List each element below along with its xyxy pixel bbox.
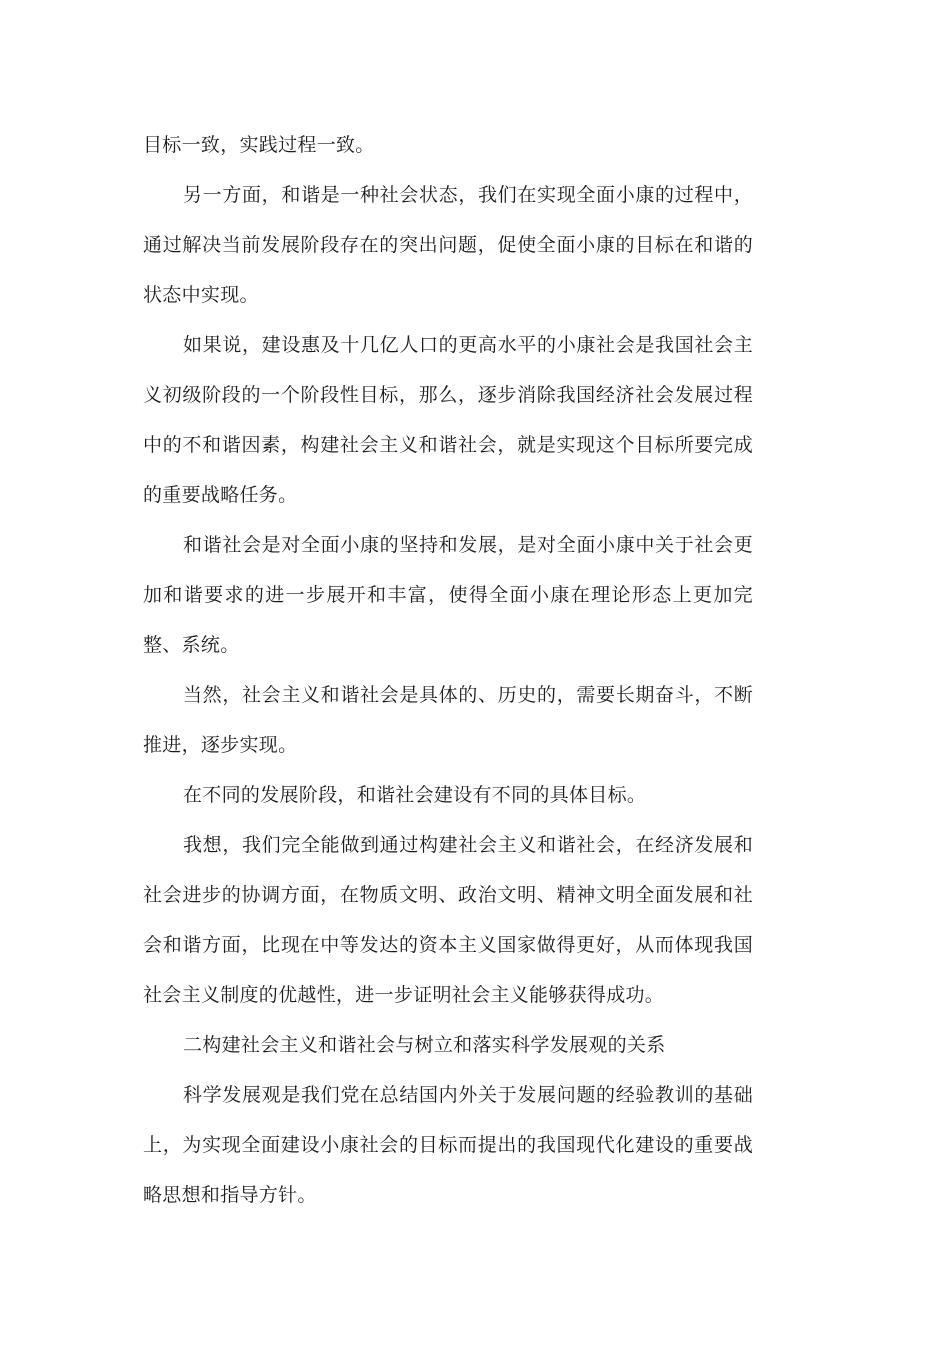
paragraph: 当然，社会主义和谐社会是具体的、历史的，需要长期奋斗，不断推进，逐步实现。 bbox=[143, 684, 753, 756]
paragraph: 科学发展观是我们党在总结国内外关于发展问题的经验教训的基础上，为实现全面建设小康社会的目标而提出的我国现代化建设的重要战略思想和指导方针。 bbox=[143, 1084, 753, 1206]
section-heading: 二构建社会主义和谐社会与树立和落实科学发展观的关系 bbox=[183, 1034, 666, 1056]
paragraph: 在不同的发展阶段，和谐社会建设有不同的具体目标。 bbox=[183, 784, 647, 806]
document-body bbox=[143, 120, 753, 1220]
paragraph: 另一方面，和谐是一种社会状态，我们在实现全面小康的过程中，通过解决当前发展阶段存在的突出问题，促使全面小康的目标在和谐的状态中实现。 bbox=[143, 184, 753, 306]
paragraph: 我想，我们完全能做到通过构建社会主义和谐社会，在经济发展和社会进步的协调方面，在物质文明、政治文明、精神文明全面发展和社会和谐方面，比现在中等发达的资本主义国家做得更好，从而体现我国社会主义制度的优越性，进一步证明社会主义能够获得成功。 bbox=[143, 834, 753, 1006]
paragraph: 和谐社会是对全面小康的坚持和发展，是对全面小康中关于社会更加和谐要求的进一步展开和丰富，使得全面小康在理论形态上更加完整、系统。 bbox=[143, 534, 753, 656]
paragraph-continuation: 目标一致，实践过程一致。 bbox=[143, 134, 375, 156]
paragraph: 如果说，建设惠及十几亿人口的更高水平的小康社会是我国社会主义初级阶段的一个阶段性目标，那么，逐步消除我国经济社会发展过程中的不和谐因素，构建社会主义和谐社会，就是实现这个目标所要完成的重要战略任务。 bbox=[143, 334, 753, 506]
